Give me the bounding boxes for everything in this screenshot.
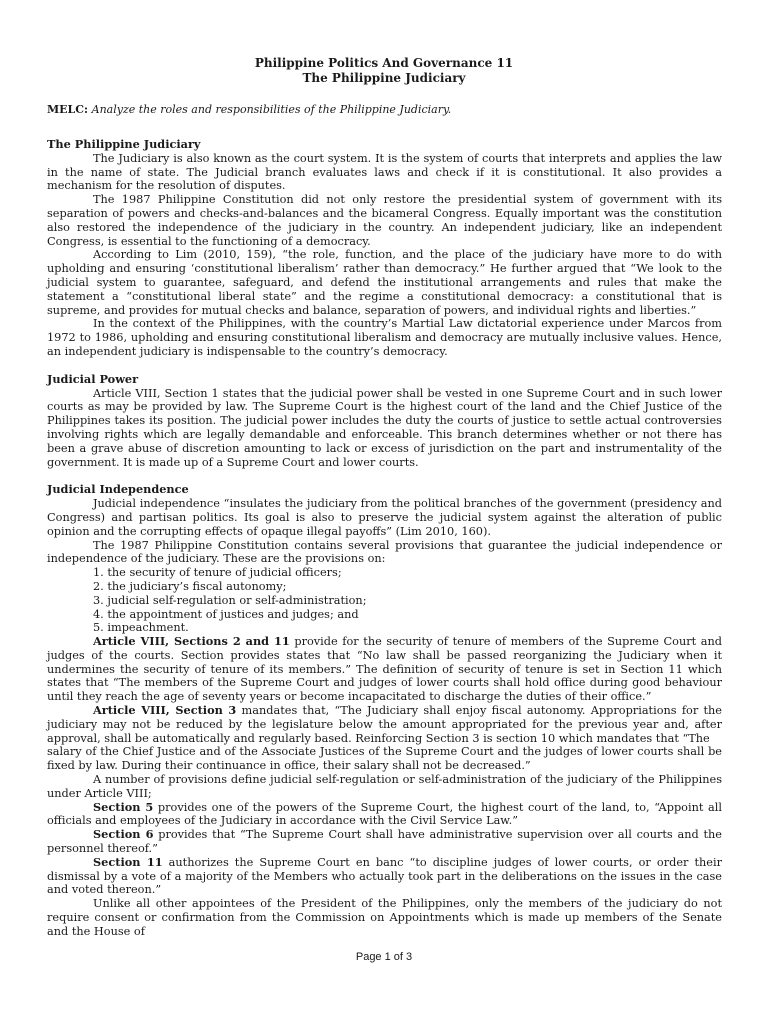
paragraph: In the context of the Philippines, with the country’s Martial Law dictatorial experience under Marcos from 1972 to 1986, upholding and ensuring constitutional liberalism and democracy are mutually inclusive values. Hence, an independent judiciary is indispensable to the country’s democracy.	[47, 317, 722, 358]
list-item: 4. the appointment of justices and judges; and	[93, 607, 359, 621]
list-item: 2. the judiciary’s fiscal autonomy;	[93, 579, 287, 593]
paragraph-text: provide for the security of tenure of members of the Supreme Court and judges of the courts. Section provides states that “No law shall be passed reorganizing the Judiciary when it undermines the security of tenure of its members.” The definition of security of tenure is set in Section 11 which states that “The members of the Supreme Court and judges of lower courts shall hold office during good behaviour until they reach the age of seventy years or become incapacitated to discharge the duties of their office.”	[47, 635, 723, 704]
page-number: Page 1 of 3	[355, 951, 413, 963]
paragraph-text: provides that “The Supreme Court shall have administrative supervision over all courts and the personnel thereof.”	[47, 828, 722, 856]
paragraph-text: authorizes the Supreme Court en banc “to discipline judges of lower courts, or order their dismissal by a vote of a majority of the Members who actually took part in the deliberations on the issues in the case and voted thereon.”	[47, 855, 722, 897]
document-subtitle: The Philippine Judiciary	[302, 71, 466, 85]
section-heading-judicial-independence: Judicial Independence	[47, 482, 189, 497]
melc-label: MELC:	[47, 103, 89, 116]
paragraph: Article VIII, Section 1 states that the judicial power shall be vested in one Supreme Court and in such lower courts as may be provided by law. The Supreme Court is the highest court of the land and the Chief Justice of the Philippines takes its position. The judicial power includes the duty the courts of justice to settle actual controversies involving rights which are legally demandable and enforceable. This branch determines whether or not there has been a grave abuse of discretion amounting to lack or excess of jurisdiction on the part and instrumentality of the government. It is made up of a Supreme Court and lower courts.	[47, 386, 722, 469]
paragraph: Unlike all other appointees of the President of the Philippines, only the members of the judiciary do not require consent or confirmation from the Commission on Appointments which is made up members of the Senate and the House of	[47, 897, 722, 938]
bold-reference: Article VIII, Section 3	[93, 703, 237, 718]
paragraph: Judicial independence “insulates the judiciary from the political branches of the government (presidency and Congress) and partisan politics. Its goal is also to preserve the judicial system against the alteration of public opinion and the corrupting effects of opaque illegal payoffs” (Lim 2010, 160).	[47, 497, 722, 538]
melc-line	[47, 103, 722, 117]
paragraph	[47, 856, 722, 897]
paragraph: The Judiciary is also known as the court system. It is the system of courts that interprets and applies the law in the name of state. The Judicial branch evaluates laws and check if it is constitutional. It also provides a mechanism for the resolution of disputes.	[47, 151, 722, 193]
paragraph-text: mandates that, “The Judiciary shall enjoy fiscal autonomy. Appropriations for the judiciary may not be reduced by the legislature below the amount appropriated for the previous year and, after approval, shall be automatically and regularly based. Reinforcing Section 3 is section 10 which mandates that “The	[47, 704, 722, 745]
document-title-block	[0, 56, 768, 86]
paragraph	[47, 635, 722, 704]
paragraph	[47, 801, 722, 829]
list-item: 3. judicial self-regulation or self-administration;	[93, 593, 367, 607]
section-heading-philippine-judiciary: The Philippine Judiciary	[47, 137, 201, 151]
paragraph	[47, 704, 722, 745]
list-item: 5. impeachment.	[93, 621, 189, 635]
paragraph: The 1987 Philippine Constitution did not only restore the presidential system of government with its separation of powers and checks-and-balances and the bicameral Congress. Equally important was the constitution also restored the independence of the judiciary in the country. An independent judiciary, like an independent Congress, is essential to the functioning of a democracy.	[47, 193, 722, 248]
bold-reference: Section 11	[93, 854, 163, 869]
paragraph	[47, 828, 722, 856]
paragraph: According to Lim (2010, 159), “the role, function, and the place of the judiciary have more to do with upholding and ensuring ‘constitutional liberalism’ rather than democracy.” He further argued that “We look to the judicial system to guarantee, safeguard, and defend the institutional arrangements and rules that make the statement a “constitutional liberal state” and the regime a constitutional democracy: a constitutional that is supreme, and provides for mutual checks and balance, separation of powers, and individual rights and liberties.”	[47, 248, 722, 317]
paragraph: A number of provisions define judicial self-regulation or self-administration of the judiciary of the Philippines under Article VIII;	[47, 773, 722, 800]
list-item: 1. the security of tenure of judicial officers;	[93, 566, 342, 580]
section-heading-judicial-power: Judicial Power	[47, 371, 139, 386]
paragraph: The 1987 Philippine Constitution contains several provisions that guarantee the judicial independence or independence of the judiciary. These are the provisions on:	[47, 538, 722, 566]
paragraph-continuation: salary of the Chief Justice and of the Associate Justices of the Supreme Court and the judges of lower courts shall be fixed by law. During their continuance in office, their salary shall not be decreased.”	[47, 745, 722, 773]
bold-reference: Section 5	[93, 799, 154, 814]
document-body	[47, 138, 722, 939]
bold-reference: Article VIII, Sections 2 and 11	[93, 634, 290, 649]
melc-text: Analyze the roles and responsibilities of the Philippine Judiciary.	[91, 103, 452, 116]
paragraph-text: provides one of the powers of the Supreme Court, the highest court of the land, to, “Appoint all officials and employees of the Judiciary in accordance with the Civil Service Law.”	[47, 800, 722, 828]
bold-reference: Section 6	[93, 827, 154, 842]
document-title: Philippine Politics And Governance 11	[254, 56, 514, 70]
